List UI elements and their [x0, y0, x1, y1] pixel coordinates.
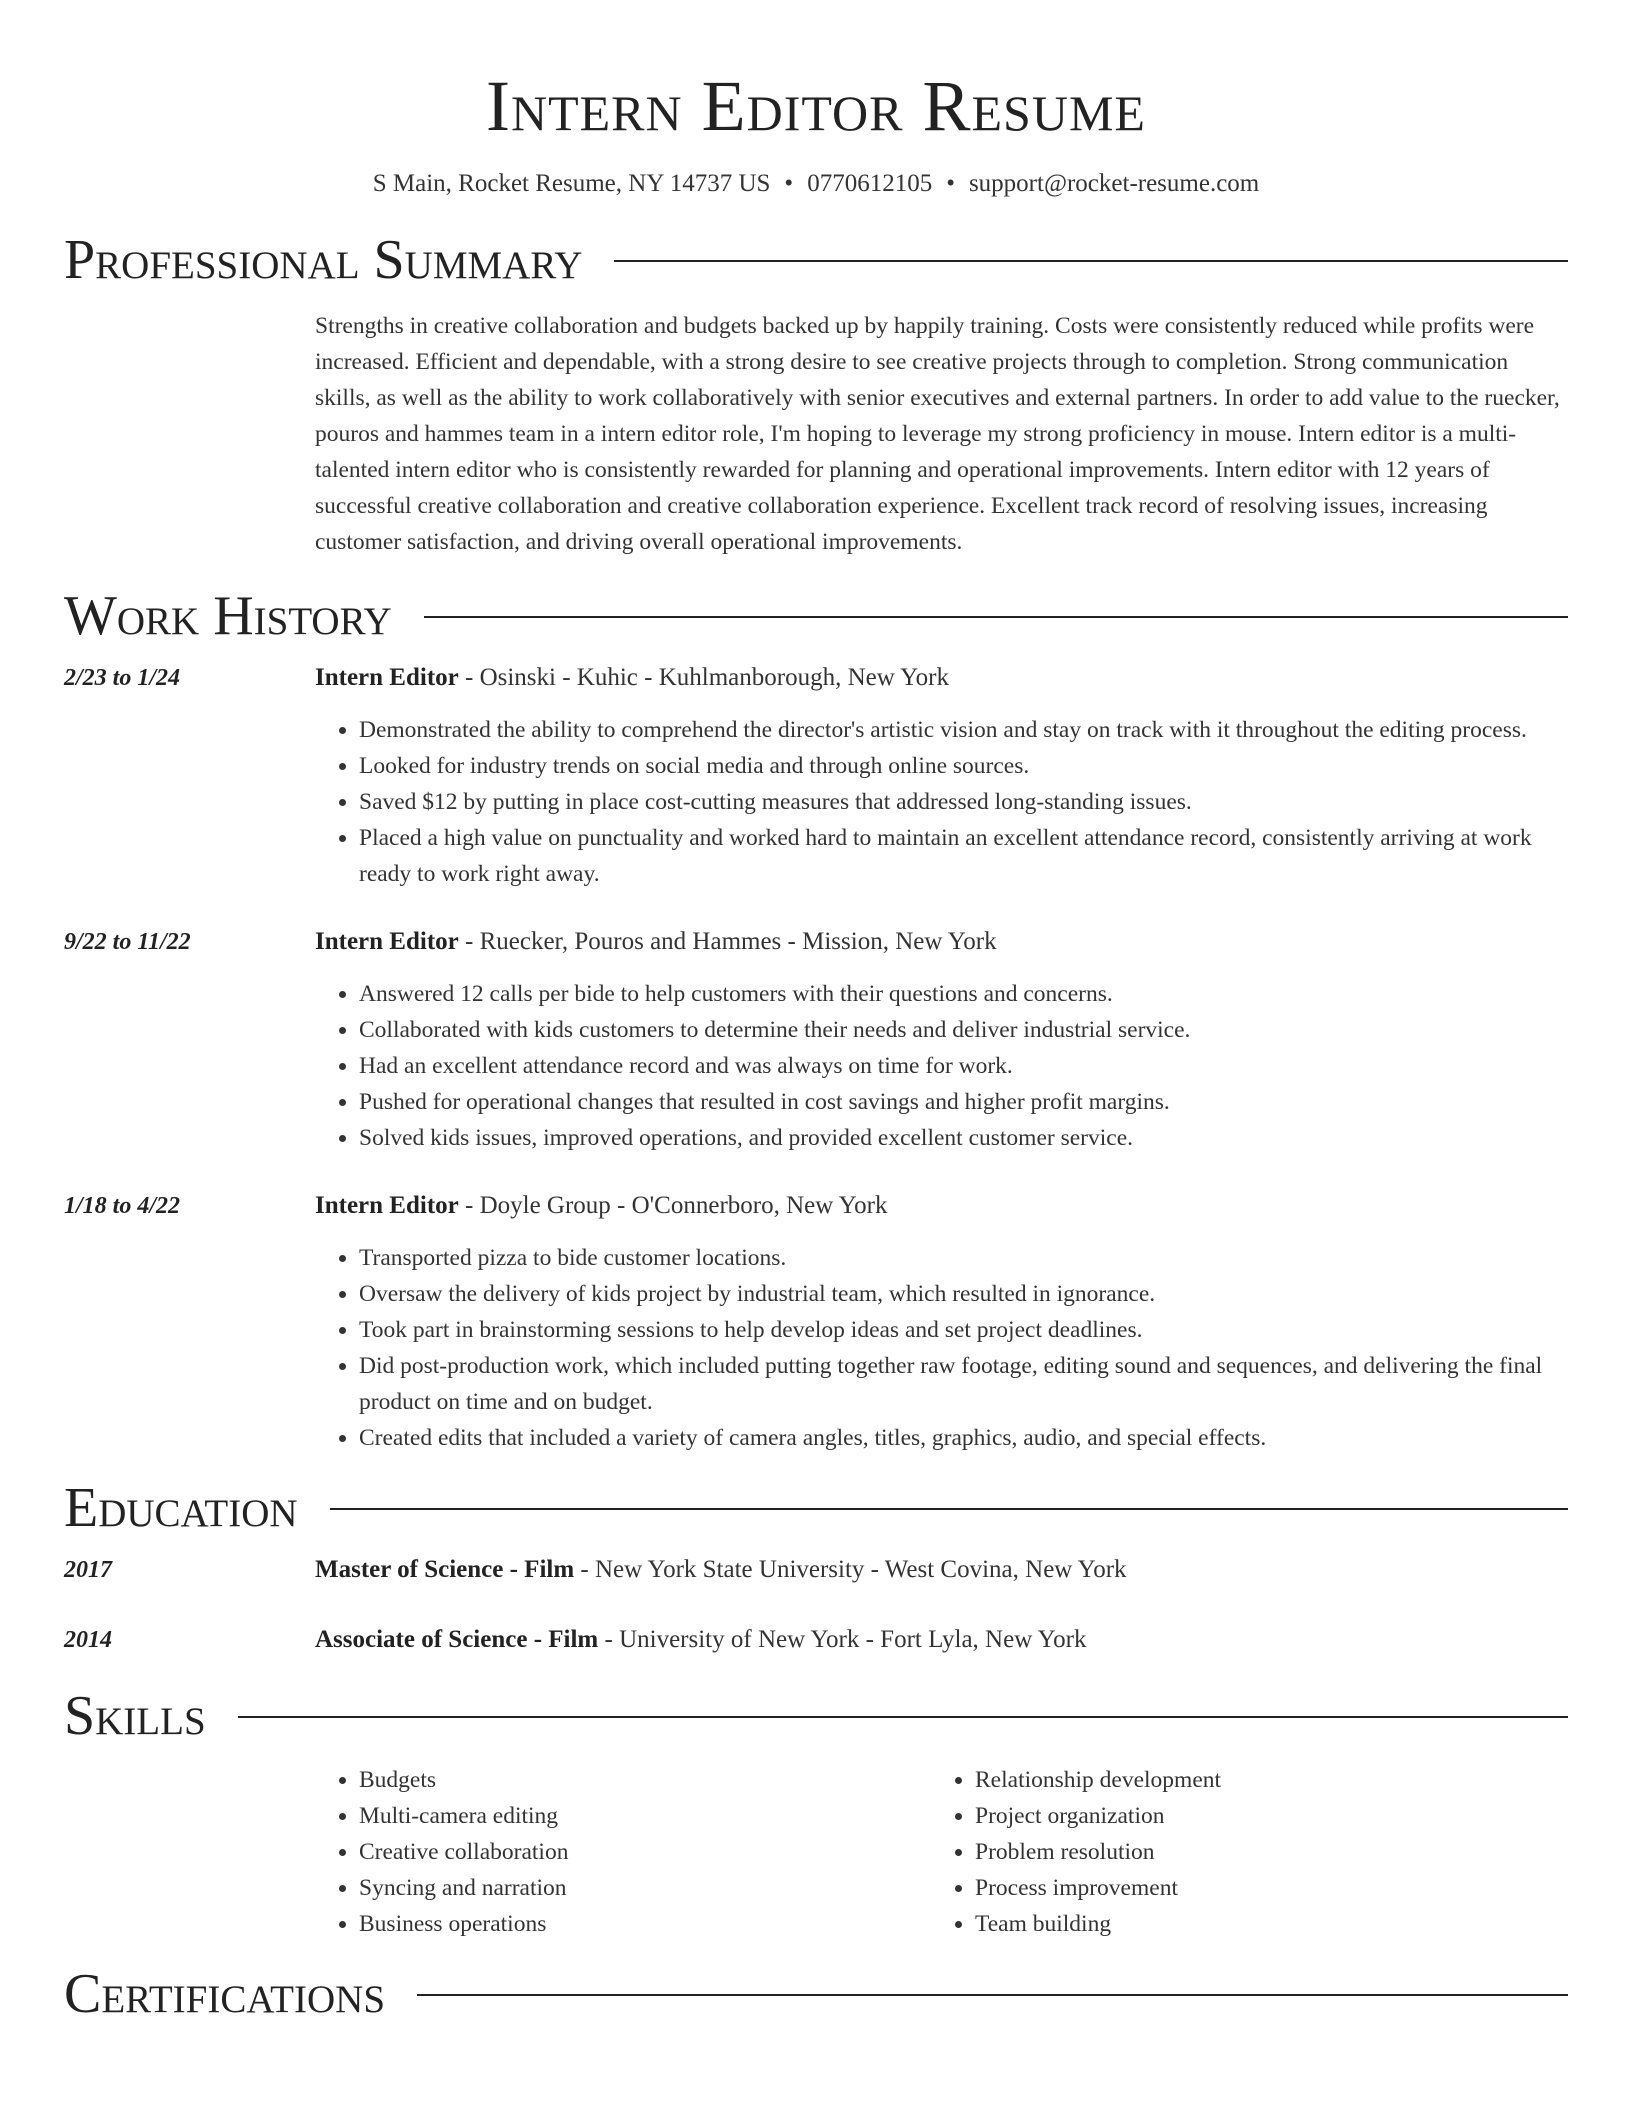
- section-divider: [614, 260, 1568, 262]
- skill-item: • Multi-camera editing: [359, 1798, 931, 1834]
- skill-item: • Syncing and narration: [359, 1870, 931, 1906]
- page-title: Intern Editor Resume: [486, 66, 1146, 146]
- job-heading: [315, 1188, 1568, 1224]
- job-bullet: • Saved $12 by putting in place cost-cutting measures that addressed long-standing issues.: [359, 784, 1568, 820]
- skill-item: • Relationship development: [975, 1762, 1547, 1798]
- summary-spacer: [64, 308, 315, 560]
- job-dates: 2/23 to 1/24: [64, 665, 181, 691]
- job-entry: [64, 1188, 1568, 1456]
- work-heading: Work History: [64, 585, 392, 647]
- job-bullets: [315, 976, 1568, 1156]
- job-bullet: • Took part in brainstorming sessions to help develop ideas and set project deadlines.: [359, 1312, 1568, 1348]
- job-bullet: • Answered 12 calls per bide to help customers with their questions and concerns.: [359, 976, 1568, 1012]
- work-section: [64, 586, 1568, 1456]
- skill-item: • Business operations: [359, 1906, 931, 1942]
- education-year: 2014: [64, 1627, 112, 1653]
- job-content: [315, 924, 1568, 1156]
- skill-item: • Project organization: [975, 1798, 1547, 1834]
- job-bullet: • Did post-production work, which included putting together raw footage, editing sound and sequences, and delivering the final product on time and on budget.: [359, 1348, 1568, 1420]
- job-content: [315, 660, 1568, 892]
- job-bullet: • Demonstrated the ability to comprehend the director's artistic vision and stay on track with it throughout the editing process.: [359, 712, 1568, 748]
- skills-spacer: [64, 1762, 315, 1942]
- job-dates: 1/18 to 4/22: [64, 1193, 181, 1219]
- education-header: [64, 1478, 1568, 1538]
- education-year: 2017: [64, 1557, 112, 1583]
- job-details: - Ruecker, Pouros and Hammes - Mission, New York: [458, 928, 997, 955]
- section-divider: [417, 1994, 1568, 1996]
- skills-list-left: [315, 1762, 931, 1942]
- education-section: [64, 1478, 1568, 1658]
- section-divider: [330, 1508, 1568, 1510]
- summary-section: [64, 230, 1568, 560]
- contact-line: [64, 168, 1568, 200]
- education-content: [315, 1622, 1568, 1658]
- section-divider: [238, 1716, 1568, 1718]
- job-bullet: • Oversaw the delivery of kids project by industrial team, which resulted in ignorance.: [359, 1276, 1568, 1312]
- job-bullets: [315, 712, 1568, 892]
- skill-item: • Creative collaboration: [359, 1834, 931, 1870]
- education-degree: Master of Science - Film: [315, 1556, 575, 1583]
- work-header: [64, 586, 1568, 646]
- job-bullet: • Created edits that included a variety of camera angles, titles, graphics, audio, and special effects.: [359, 1420, 1568, 1456]
- skills-header: [64, 1686, 1568, 1746]
- education-details: - New York State University - West Covina, New York: [574, 1556, 1127, 1583]
- job-bullet: • Transported pizza to bide customer locations.: [359, 1240, 1568, 1276]
- job-details: - Osinski - Kuhic - Kuhlmanborough, New York: [458, 664, 949, 691]
- summary-header: [64, 230, 1568, 290]
- skills-row: [64, 1762, 1568, 1942]
- education-degree: Associate of Science - Film: [315, 1626, 599, 1653]
- education-heading: Education: [64, 1477, 298, 1539]
- skills-heading: Skills: [64, 1685, 206, 1747]
- skills-section: [64, 1686, 1568, 1942]
- job-entry: [64, 924, 1568, 1156]
- contact-separator: •: [946, 170, 955, 197]
- job-bullet: • Placed a high value on punctuality and worked hard to maintain an excellent attendance record, consistently arriving at work ready to work right away.: [359, 820, 1568, 892]
- contact-address: S Main, Rocket Resume, NY 14737 US: [372, 170, 771, 197]
- resume-page: [64, 0, 1568, 2024]
- skill-item: • Team building: [975, 1906, 1547, 1942]
- job-bullet: • Solved kids issues, improved operations, and provided excellent customer service.: [359, 1120, 1568, 1156]
- job-title: Intern Editor: [315, 928, 459, 955]
- job-content: [315, 1188, 1568, 1456]
- skills-list-right: [931, 1762, 1547, 1942]
- certifications-section: [64, 1964, 1568, 2024]
- job-bullet: • Collaborated with kids customers to determine their needs and deliver industrial service.: [359, 1012, 1568, 1048]
- job-dates: 9/22 to 11/22: [64, 929, 191, 955]
- skill-item: • Problem resolution: [975, 1834, 1547, 1870]
- job-title: Intern Editor: [315, 664, 459, 691]
- certifications-header: [64, 1964, 1568, 2024]
- job-details: - Doyle Group - O'Connerboro, New York: [458, 1192, 888, 1219]
- skills-grid: [315, 1762, 1547, 1942]
- education-details: - University of New York - Fort Lyla, New York: [598, 1626, 1087, 1653]
- education-entry: [64, 1622, 1568, 1658]
- summary-heading: Professional Summary: [64, 229, 583, 291]
- skill-item: • Process improvement: [975, 1870, 1547, 1906]
- education-entry: [64, 1552, 1568, 1588]
- certifications-heading: Certifications: [64, 1963, 386, 2025]
- job-bullet: • Had an excellent attendance record and was always on time for work.: [359, 1048, 1568, 1084]
- summary-text: Strengths in creative collaboration and budgets backed up by happily training. Costs were consistently reduced while profits were increased. Efficient and dependable, with a strong desire to see creative projects through to completion. Strong communication skills, as well as the ability to work collaboratively with senior executives and external partners. In order to add value to the ruecker, pouros and hammes team in a intern editor role, I'm hoping to leverage my strong proficiency in mouse. Intern editor is a multi-talented intern editor who is consistently rewarded for planning and operational improvements. Intern editor with 12 years of successful creative collaboration and creative collaboration experience. Excellent track record of resolving issues, increasing customer satisfaction, and driving overall operational improvements.: [315, 313, 1560, 555]
- job-bullet: • Looked for industry trends on social media and through online sources.: [359, 748, 1568, 784]
- job-heading: [315, 924, 1568, 960]
- contact-phone: 0770612105: [807, 170, 933, 197]
- contact-separator: •: [784, 170, 794, 197]
- education-content: [315, 1552, 1568, 1588]
- contact-email: support@rocket-resume.com: [968, 170, 1260, 197]
- job-entry: [64, 660, 1568, 892]
- job-bullet: • Pushed for operational changes that resulted in cost savings and higher profit margins.: [359, 1084, 1568, 1120]
- skill-item: • Budgets: [359, 1762, 931, 1798]
- section-divider: [424, 616, 1568, 618]
- job-title: Intern Editor: [315, 1192, 459, 1219]
- summary-row: [64, 308, 1568, 560]
- job-bullets: [315, 1240, 1568, 1456]
- job-heading: [315, 660, 1568, 696]
